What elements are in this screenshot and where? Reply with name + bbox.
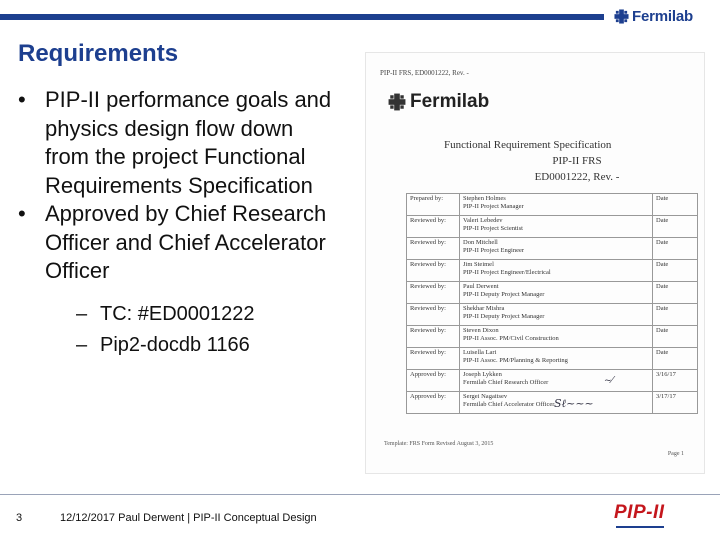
pip-ii-logo	[614, 502, 665, 524]
signature-row	[407, 238, 698, 260]
bullet-list	[18, 86, 338, 360]
signature-row	[407, 370, 698, 392]
signatory-title: PIP-II Deputy Project Manager	[463, 290, 545, 298]
handwritten-signature: ~⁄	[604, 376, 614, 386]
frs-document-image	[365, 52, 705, 474]
signatory-title: Fermilab Chief Accelerator Officer	[463, 400, 555, 408]
signatory-title: PIP-II Project Engineer	[463, 246, 525, 254]
fermilab-logo-icon	[388, 93, 406, 111]
signature-row	[407, 282, 698, 304]
document-title-line: PIP-II FRS	[552, 155, 602, 167]
slide-title: Requirements	[18, 40, 179, 67]
bullet-dot: •	[18, 87, 26, 112]
signatory-title: PIP-II Assoc. PM/Planning & Reporting	[463, 356, 568, 364]
signatory-title: PIP-II Project Manager	[463, 202, 524, 210]
signature-date: Date	[653, 216, 698, 238]
signature-date: 3/17/17	[653, 392, 698, 414]
signature-role: Reviewed by:	[407, 238, 460, 260]
signatory	[460, 304, 653, 326]
dash-marker: –	[76, 333, 88, 356]
slide-number: 3	[16, 512, 23, 524]
document-logo-text: Fermilab	[410, 91, 490, 112]
signatory-name: Don Mitchell	[463, 239, 498, 246]
document-footer-left: Template: FRS Form Revised August 3, 2015	[384, 441, 494, 447]
document-footer-right: Page 1	[667, 451, 684, 457]
sub-bullet-item	[76, 300, 338, 329]
signature-role: Approved by:	[407, 392, 460, 414]
signatory-name: Stephen Holmes	[463, 195, 506, 202]
sub-bullet-text: TC: #ED0001222	[100, 302, 255, 325]
header-bar	[0, 14, 604, 20]
signatory	[460, 216, 653, 238]
document-title-line: ED0001222, Rev. -	[534, 171, 620, 183]
signatory-title: PIP-II Project Engineer/Electrical	[463, 268, 551, 276]
logo-text: Fermilab	[632, 8, 693, 25]
signature-date: 3/16/17	[653, 370, 698, 392]
signature-row	[407, 194, 698, 216]
signatory	[460, 326, 653, 348]
signature-role: Reviewed by:	[407, 282, 460, 304]
signatory-name: Paul Derwent	[463, 283, 499, 290]
document-header-line: PIP-II FRS, ED0001222, Rev. -	[380, 69, 469, 77]
signatory-title: PIP-II Assoc. PM/Civil Construction	[463, 334, 559, 342]
document-fermilab-logo	[388, 91, 489, 113]
signatory	[460, 238, 653, 260]
signature-role: Reviewed by:	[407, 304, 460, 326]
signature-row	[407, 260, 698, 282]
pip-ii-logo-underline	[616, 526, 664, 528]
bullet-item	[18, 200, 338, 286]
signatory-name: Valeri Lebedev	[463, 217, 503, 224]
fermilab-logo-icon	[614, 9, 629, 24]
bullet-text: PIP-II performance goals and physics design flow down from the project Functional Requirements Specification	[45, 87, 332, 198]
signature-row	[407, 392, 698, 414]
signature-role: Reviewed by:	[407, 348, 460, 370]
signature-date: Date	[653, 238, 698, 260]
document-title-line: Functional Requirement Specification	[444, 139, 612, 151]
signature-date: Date	[653, 282, 698, 304]
bullet-item	[18, 86, 338, 200]
signature-date: Date	[653, 194, 698, 216]
signature-row	[407, 348, 698, 370]
signatory	[460, 260, 653, 282]
pip-ii-logo-text: PIP-II	[614, 502, 665, 523]
signatory-title: PIP-II Deputy Project Manager	[463, 312, 545, 320]
sub-bullet-text: Pip2-docdb 1166	[100, 333, 250, 356]
signatory-title: PIP-II Project Scientist	[463, 224, 523, 232]
signatory-name: Sergei Nagaitsev	[463, 393, 508, 400]
signature-role: Prepared by:	[407, 194, 460, 216]
handwritten-signature: Sℓ~~~	[554, 397, 594, 410]
signature-date: Date	[653, 304, 698, 326]
signature-row	[407, 216, 698, 238]
signature-date: Date	[653, 260, 698, 282]
signatory-name: Steven Dixon	[463, 327, 499, 334]
signatory	[460, 194, 653, 216]
signatory-name: Shekhar Mishra	[463, 305, 505, 312]
signatory-name: Jim Steimel	[463, 261, 494, 268]
signature-row	[407, 326, 698, 348]
signatory-title: Fermilab Chief Research Officer	[463, 378, 549, 386]
signature-row	[407, 304, 698, 326]
footer-text: 12/12/2017 Paul Derwent | PIP-II Conceptual Design	[60, 512, 317, 524]
signatory-name: Luisella Lari	[463, 349, 497, 356]
dash-marker: –	[76, 302, 88, 325]
fermilab-logo	[614, 8, 693, 25]
signature-role: Reviewed by:	[407, 216, 460, 238]
signatory	[460, 282, 653, 304]
document-title	[366, 137, 704, 185]
signature-role: Reviewed by:	[407, 260, 460, 282]
bullet-dot: •	[18, 201, 26, 226]
sub-bullet-item	[76, 331, 338, 360]
signature-table	[406, 193, 698, 414]
signature-role: Reviewed by:	[407, 326, 460, 348]
footer-divider	[0, 494, 720, 495]
signature-date: Date	[653, 348, 698, 370]
signatory	[460, 370, 653, 392]
signatory-name: Joseph Lykken	[463, 371, 502, 378]
signature-role: Approved by:	[407, 370, 460, 392]
signature-date: Date	[653, 326, 698, 348]
bullet-text: Approved by Chief Research Officer and Chief Accelerator Officer	[45, 201, 327, 283]
signatory	[460, 348, 653, 370]
